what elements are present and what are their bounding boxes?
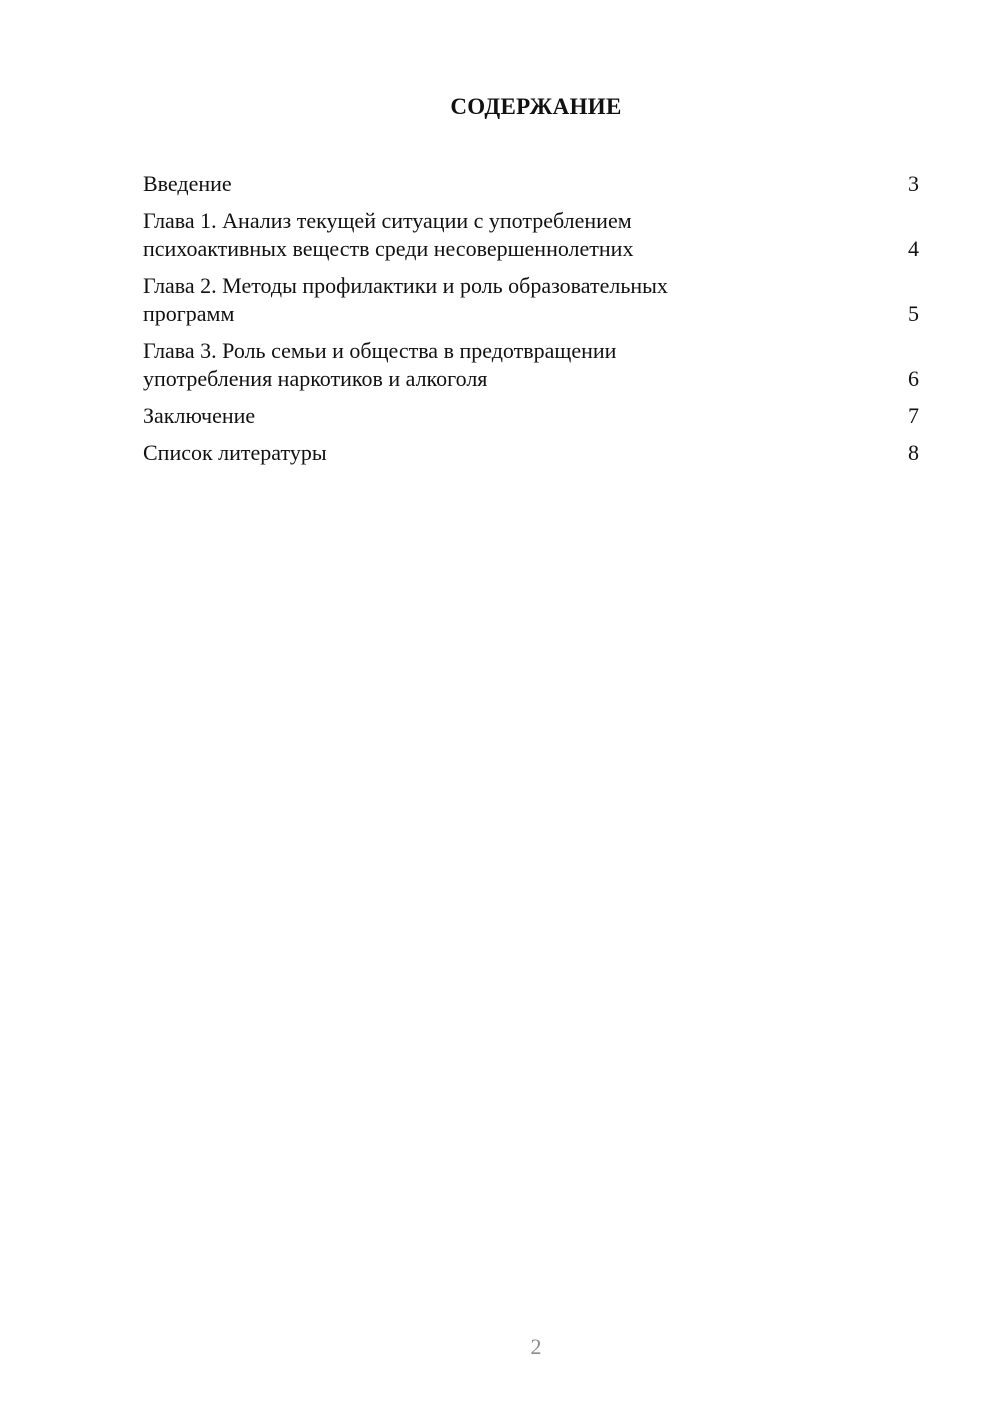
toc-page-number: 5 <box>908 301 919 326</box>
toc-entry-line: Глава 2. Методы профилактики и роль образовательных <box>143 273 668 298</box>
toc-page-number: 3 <box>908 171 919 196</box>
toc-entry-title <box>143 170 232 198</box>
toc-entry-line: программ <box>143 301 235 326</box>
toc-entry-chapter-1[interactable] <box>143 207 919 263</box>
toc-entry-introduction[interactable] <box>143 170 919 198</box>
toc-entry-line: употребления наркотиков и алкоголя <box>143 366 488 391</box>
toc-entry-title <box>143 337 616 393</box>
toc-entry-title <box>143 272 668 328</box>
toc-entry-title <box>143 402 255 430</box>
toc-entry-chapter-2[interactable] <box>143 272 919 328</box>
toc-entry-line: Введение <box>143 171 232 196</box>
toc-entry-line: Глава 1. Анализ текущей ситуации с употреблением <box>143 208 632 233</box>
toc-entry-references[interactable] <box>143 439 919 467</box>
toc-entry-line: психоактивных веществ среди несовершеннолетних <box>143 236 634 261</box>
toc-entry-line: Заключение <box>143 403 256 428</box>
toc-entry-title <box>143 207 633 263</box>
toc-title: СОДЕРЖАНИЕ <box>450 94 622 119</box>
toc-entry-conclusion[interactable] <box>143 402 919 430</box>
toc-page-number: 7 <box>908 403 919 428</box>
toc-entry-title <box>143 439 327 467</box>
toc-entry-line: Список литературы <box>143 440 327 465</box>
table-of-contents <box>143 170 919 476</box>
page-number: 2 <box>530 1334 542 1359</box>
toc-page-number: 8 <box>908 440 919 465</box>
toc-page-number: 4 <box>908 236 919 261</box>
toc-entry-chapter-3[interactable] <box>143 337 919 393</box>
toc-page-number: 6 <box>908 366 919 391</box>
toc-entry-line: Глава 3. Роль семьи и общества в предотвращении <box>143 338 617 363</box>
